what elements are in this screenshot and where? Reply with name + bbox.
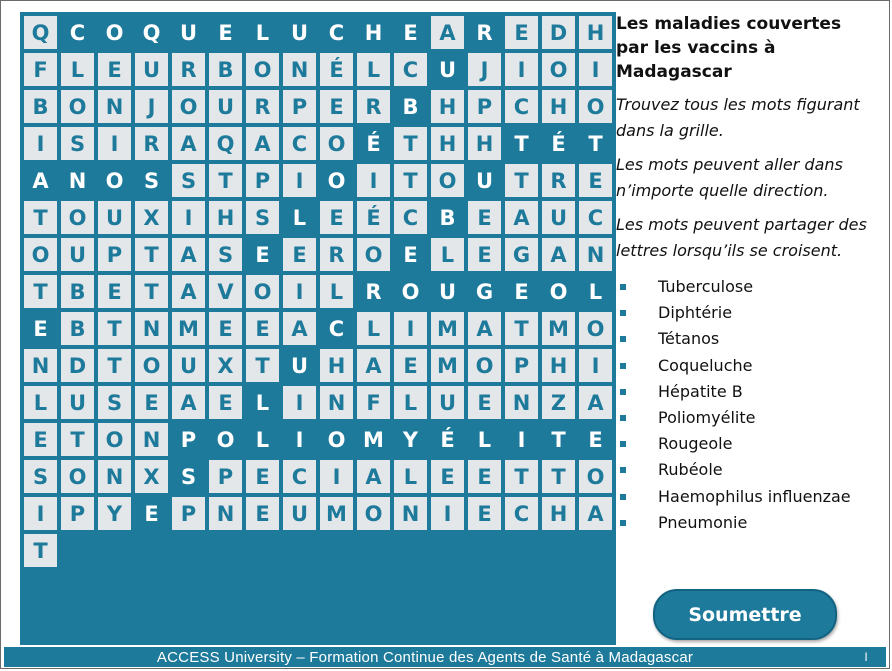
grid-cell[interactable]: M — [431, 312, 464, 345]
grid-cell[interactable]: O — [61, 90, 94, 123]
square-bullet-icon — [620, 284, 626, 290]
grid-cell[interactable]: U — [468, 164, 501, 197]
square-bullet-icon — [620, 336, 626, 342]
grid-cell[interactable]: Y — [98, 497, 131, 530]
grid-cell[interactable]: L — [246, 423, 279, 456]
word-label: Rubéole — [658, 460, 723, 480]
word-label: Rougeole — [658, 434, 733, 454]
grid-cell[interactable]: U — [542, 201, 575, 234]
word-label: Coqueluche — [658, 355, 753, 375]
grid-cell[interactable]: N — [24, 349, 57, 382]
grid-cell[interactable]: F — [24, 53, 57, 86]
footer-bar — [4, 647, 886, 667]
grid-cell[interactable]: A — [172, 238, 205, 271]
word-label: Tuberculose — [658, 277, 754, 296]
grid-cell[interactable]: L — [61, 53, 94, 86]
grid-cell[interactable]: R — [357, 90, 390, 123]
grid-cell[interactable]: E — [246, 497, 279, 530]
grid-cell[interactable]: B — [61, 312, 94, 345]
grid-cell[interactable]: Q — [135, 16, 168, 49]
grid-cell[interactable]: X — [209, 349, 242, 382]
grid-cell[interactable]: I — [283, 164, 316, 197]
grid-cell[interactable]: L — [246, 16, 279, 49]
grid-cell[interactable]: O — [468, 349, 501, 382]
grid-cell[interactable]: T — [505, 460, 538, 493]
grid-cell[interactable]: L — [431, 238, 464, 271]
grid-cell[interactable]: E — [505, 275, 538, 308]
grid-cell[interactable]: Y — [394, 423, 427, 456]
square-bullet-icon — [620, 310, 626, 316]
grid-cell[interactable]: U — [61, 386, 94, 419]
grid-cell[interactable]: É — [357, 201, 390, 234]
grid-cell[interactable]: L — [283, 201, 316, 234]
grid-cell[interactable]: S — [172, 460, 205, 493]
grid-cell[interactable]: P — [505, 349, 538, 382]
grid-cell[interactable]: E — [394, 238, 427, 271]
grid-cell[interactable]: O — [542, 275, 575, 308]
grid-cell[interactable]: N — [209, 497, 242, 530]
grid-cell[interactable]: B — [61, 275, 94, 308]
grid-cell[interactable]: O — [579, 460, 612, 493]
grid-cell[interactable]: A — [172, 386, 205, 419]
grid-cell[interactable]: O — [357, 497, 390, 530]
grid-cell[interactable]: P — [209, 460, 242, 493]
grid-cell[interactable]: O — [61, 201, 94, 234]
grid-cell[interactable]: O — [320, 423, 353, 456]
square-bullet-icon — [620, 520, 626, 526]
grid-cell[interactable]: G — [468, 275, 501, 308]
grid-cell[interactable]: C — [579, 201, 612, 234]
grid-cell[interactable]: N — [135, 423, 168, 456]
grid-cell[interactable]: É — [431, 423, 464, 456]
instruction-3: Les mots peuvent partager des lettres lorsqu’ils se croisent. — [616, 215, 867, 260]
grid-cell[interactable]: R — [172, 53, 205, 86]
grid-cell[interactable]: P — [246, 164, 279, 197]
grid-cell[interactable]: L — [579, 275, 612, 308]
grid-cell[interactable]: E — [579, 164, 612, 197]
grid-cell[interactable]: R — [135, 127, 168, 160]
grid-cell[interactable]: U — [61, 238, 94, 271]
grid-cell[interactable]: A — [357, 349, 390, 382]
grid-cell[interactable]: N — [505, 386, 538, 419]
grid-cell[interactable]: X — [135, 201, 168, 234]
grid-cell[interactable]: É — [542, 127, 575, 160]
grid-cell[interactable]: E — [135, 497, 168, 530]
grid-cell[interactable]: Q — [24, 16, 57, 49]
grid-cell[interactable]: A — [24, 164, 57, 197]
grid-cell[interactable]: A — [579, 497, 612, 530]
grid-cell[interactable]: S — [246, 201, 279, 234]
submit-button[interactable]: Soumettre — [653, 589, 837, 640]
word-label: Poliomyélite — [658, 408, 756, 428]
word-label: Tétanos — [658, 329, 720, 349]
grid-cell[interactable]: E — [394, 349, 427, 382]
grid-cell[interactable]: L — [357, 53, 390, 86]
grid-cell[interactable]: P — [98, 238, 131, 271]
grid-cell[interactable]: T — [579, 127, 612, 160]
grid-cell[interactable]: R — [542, 164, 575, 197]
grid-cell[interactable]: M — [542, 312, 575, 345]
square-bullet-icon — [620, 494, 626, 500]
grid-cell[interactable]: H — [431, 90, 464, 123]
grid-cell[interactable]: G — [505, 238, 538, 271]
grid-cell[interactable]: C — [394, 201, 427, 234]
slide-title: Les maladies couvertes par les vaccins à Madagascar — [616, 14, 842, 82]
grid-cell[interactable]: E — [579, 423, 612, 456]
grid-cell[interactable]: A — [283, 312, 316, 345]
grid-cell[interactable]: E — [98, 53, 131, 86]
grid-cell[interactable]: H — [542, 90, 575, 123]
grid-cell[interactable]: T — [394, 127, 427, 160]
square-bullet-icon — [620, 467, 626, 473]
grid-cell[interactable]: H — [468, 127, 501, 160]
grid-cell[interactable]: E — [468, 386, 501, 419]
grid-cell[interactable]: M — [172, 312, 205, 345]
grid-cell[interactable]: O — [172, 90, 205, 123]
grid-cell[interactable]: N — [394, 497, 427, 530]
grid-cell[interactable]: P — [172, 423, 205, 456]
grid-cell[interactable]: T — [542, 423, 575, 456]
grid-cell[interactable]: N — [320, 386, 353, 419]
grid-cell[interactable]: I — [579, 349, 612, 382]
grid-cell[interactable]: A — [468, 312, 501, 345]
word-list-item — [616, 379, 878, 405]
grid-cell[interactable]: U — [431, 275, 464, 308]
grid-cell[interactable]: I — [24, 127, 57, 160]
grid-cell[interactable]: T — [98, 312, 131, 345]
grid-cell[interactable]: U — [135, 53, 168, 86]
grid-cell[interactable]: X — [135, 460, 168, 493]
grid-cell[interactable]: I — [431, 497, 464, 530]
instruction-1: Trouvez tous les mots figurant dans la grille. — [616, 95, 860, 140]
grid-cell[interactable]: E — [468, 201, 501, 234]
grid-cell[interactable]: H — [579, 16, 612, 49]
grid-cell[interactable]: P — [283, 90, 316, 123]
word-list-item — [616, 326, 878, 352]
grid-cell[interactable]: E — [135, 386, 168, 419]
grid-cell[interactable]: B — [24, 90, 57, 123]
grid-cell[interactable]: H — [320, 349, 353, 382]
grid-cell[interactable]: L — [468, 423, 501, 456]
grid-cell[interactable]: C — [320, 312, 353, 345]
grid-cell[interactable]: C — [283, 127, 316, 160]
grid-cell[interactable]: E — [209, 386, 242, 419]
grid-cell[interactable]: O — [579, 312, 612, 345]
grid-cell[interactable]: I — [283, 386, 316, 419]
grid-cell[interactable]: I — [505, 53, 538, 86]
square-bullet-icon — [620, 441, 626, 447]
word-list-item — [616, 405, 878, 431]
grid-cell[interactable]: R — [320, 238, 353, 271]
grid-cell[interactable]: N — [98, 90, 131, 123]
word-label: Hépatite B — [658, 381, 743, 401]
grid-cell[interactable]: H — [542, 497, 575, 530]
grid-cell[interactable]: O — [24, 238, 57, 271]
word-label: Pneumonie — [658, 512, 748, 532]
grid-cell[interactable]: T — [98, 349, 131, 382]
grid-cell[interactable]: M — [431, 349, 464, 382]
grid-cell[interactable]: C — [283, 460, 316, 493]
grid-cell[interactable]: I — [579, 53, 612, 86]
grid-cell[interactable]: T — [24, 201, 57, 234]
grid-cell[interactable]: C — [505, 90, 538, 123]
grid-cell[interactable]: B — [431, 201, 464, 234]
grid-cell[interactable]: C — [505, 497, 538, 530]
word-list-item — [616, 300, 878, 326]
grid-cell[interactable]: I — [283, 423, 316, 456]
grid-cell[interactable]: T — [505, 127, 538, 160]
grid-cell[interactable]: E — [320, 90, 353, 123]
grid-cell[interactable]: U — [209, 90, 242, 123]
grid-cell[interactable]: N — [283, 53, 316, 86]
grid-cell[interactable]: O — [320, 127, 353, 160]
grid-cell[interactable]: T — [394, 164, 427, 197]
grid-cell[interactable]: A — [431, 16, 464, 49]
grid-cell[interactable]: Z — [542, 386, 575, 419]
grid-cell[interactable]: H — [542, 349, 575, 382]
grid-cell[interactable]: H — [431, 127, 464, 160]
grid-cell[interactable]: J — [468, 53, 501, 86]
grid-cell[interactable]: V — [209, 275, 242, 308]
grid-cell[interactable]: L — [320, 275, 353, 308]
grid-cell[interactable]: E — [246, 460, 279, 493]
grid-cell[interactable]: O — [579, 90, 612, 123]
grid-cell[interactable]: T — [24, 275, 57, 308]
grid-cell[interactable]: L — [246, 386, 279, 419]
grid-cell[interactable]: L — [394, 460, 427, 493]
grid-cell[interactable]: E — [468, 497, 501, 530]
grid-cell[interactable]: R — [246, 90, 279, 123]
grid-cell[interactable]: O — [357, 238, 390, 271]
grid-cell[interactable]: S — [135, 164, 168, 197]
grid-cell[interactable]: H — [357, 16, 390, 49]
grid-cell[interactable]: O — [98, 423, 131, 456]
grid-cell[interactable]: E — [468, 238, 501, 271]
grid-cell[interactable]: P — [61, 497, 94, 530]
grid-cell[interactable]: E — [24, 312, 57, 345]
grid-cell[interactable]: O — [542, 53, 575, 86]
grid-cell[interactable]: M — [320, 497, 353, 530]
grid-cell[interactable]: U — [172, 349, 205, 382]
grid-cell[interactable]: E — [283, 238, 316, 271]
grid-cell[interactable]: A — [542, 238, 575, 271]
grid-cell[interactable]: R — [357, 275, 390, 308]
grid-cell[interactable]: C — [394, 53, 427, 86]
word-list-item — [616, 484, 878, 510]
grid-cell[interactable]: B — [394, 90, 427, 123]
grid-cell[interactable]: A — [505, 201, 538, 234]
grid-cell[interactable]: T — [24, 534, 57, 567]
grid-cell[interactable]: L — [357, 312, 390, 345]
grid-cell[interactable]: O — [320, 164, 353, 197]
footer-title: ACCESS University – Formation Continue des Agents de Santé à Madagascar — [156, 648, 694, 666]
grid-cell[interactable]: I — [24, 497, 57, 530]
grid-cell[interactable]: T — [135, 275, 168, 308]
grid-cell[interactable]: C — [61, 16, 94, 49]
grid-cell[interactable]: N — [98, 460, 131, 493]
word-list-item — [616, 274, 878, 300]
grid-cell[interactable]: E — [394, 16, 427, 49]
grid-cell[interactable]: U — [283, 349, 316, 382]
grid-cell[interactable]: E — [246, 312, 279, 345]
grid-cell[interactable]: I — [283, 275, 316, 308]
grid-cell[interactable]: I — [357, 164, 390, 197]
grid-cell[interactable]: O — [246, 275, 279, 308]
grid-cell[interactable]: I — [505, 423, 538, 456]
grid-cell[interactable]: S — [98, 386, 131, 419]
grid-cell[interactable]: Q — [209, 127, 242, 160]
grid-cell[interactable]: N — [135, 312, 168, 345]
grid-cell[interactable]: S — [24, 460, 57, 493]
grid-cell[interactable]: M — [357, 423, 390, 456]
word-label: Diphtérie — [658, 303, 733, 323]
grid-cell[interactable]: E — [431, 460, 464, 493]
grid-cell[interactable]: E — [468, 460, 501, 493]
word-list-item — [616, 510, 878, 536]
grid-cell[interactable]: T — [246, 349, 279, 382]
grid-cell[interactable]: E — [98, 275, 131, 308]
grid-cell[interactable]: S — [209, 238, 242, 271]
grid-cell[interactable]: É — [357, 127, 390, 160]
grid-cell[interactable]: D — [61, 349, 94, 382]
grid-cell[interactable]: U — [172, 16, 205, 49]
grid-cell[interactable]: O — [431, 164, 464, 197]
grid-cell[interactable]: T — [61, 423, 94, 456]
grid-cell[interactable]: L — [24, 386, 57, 419]
grid-cell[interactable]: S — [61, 127, 94, 160]
grid-cell[interactable]: E — [209, 312, 242, 345]
grid-cell[interactable]: O — [394, 275, 427, 308]
grid-cell[interactable]: F — [357, 386, 390, 419]
grid-cell[interactable]: B — [209, 53, 242, 86]
grid-cell[interactable]: J — [135, 90, 168, 123]
grid-cell[interactable]: S — [172, 164, 205, 197]
grid-cell[interactable]: D — [542, 16, 575, 49]
grid-cell[interactable]: N — [61, 164, 94, 197]
grid-cell[interactable]: E — [24, 423, 57, 456]
grid-cell[interactable]: T — [505, 312, 538, 345]
grid-cell[interactable]: O — [61, 460, 94, 493]
grid-cell[interactable]: A — [172, 275, 205, 308]
grid-cell[interactable]: O — [246, 53, 279, 86]
grid-cell[interactable]: U — [283, 497, 316, 530]
square-bullet-icon — [620, 389, 626, 395]
grid-cell[interactable]: O — [98, 164, 131, 197]
instructions-panel — [616, 12, 878, 536]
grid-cell[interactable]: P — [468, 90, 501, 123]
grid-cell[interactable]: I — [172, 201, 205, 234]
page-number: I — [864, 650, 868, 664]
grid-cell[interactable]: T — [135, 238, 168, 271]
grid-cell[interactable]: N — [579, 238, 612, 271]
grid-cell[interactable]: E — [505, 16, 538, 49]
word-list-item — [616, 457, 878, 483]
grid-cell[interactable]: A — [579, 386, 612, 419]
grid-cell[interactable]: A — [357, 460, 390, 493]
grid-cell[interactable]: U — [98, 201, 131, 234]
grid-cell[interactable]: U — [431, 53, 464, 86]
grid-cell[interactable]: E — [246, 238, 279, 271]
grid-cell[interactable]: O — [98, 16, 131, 49]
grid-cell[interactable]: T — [505, 164, 538, 197]
word-list-item — [616, 353, 878, 379]
grid-cell[interactable]: I — [98, 127, 131, 160]
grid-cell[interactable]: E — [320, 201, 353, 234]
grid-cell[interactable]: I — [394, 312, 427, 345]
grid-cell[interactable]: O — [135, 349, 168, 382]
grid-cell[interactable]: É — [320, 53, 353, 86]
grid-cell[interactable]: L — [394, 386, 427, 419]
square-bullet-icon — [620, 415, 626, 421]
word-list-item — [616, 431, 878, 457]
grid-cell[interactable]: R — [468, 16, 501, 49]
square-bullet-icon — [620, 363, 626, 369]
grid-cell[interactable]: H — [209, 201, 242, 234]
grid-cell[interactable]: A — [172, 127, 205, 160]
word-label: Haemophilus influenzae — [658, 486, 851, 506]
grid-cell[interactable]: P — [172, 497, 205, 530]
grid-cell[interactable]: U — [431, 386, 464, 419]
word-search-grid — [20, 12, 616, 645]
grid-cell[interactable]: O — [209, 423, 242, 456]
grid-cell[interactable]: U — [283, 16, 316, 49]
grid-cell[interactable]: T — [542, 460, 575, 493]
instruction-2: Les mots peuvent aller dans n’importe quelle direction. — [616, 155, 843, 200]
word-list — [616, 274, 878, 536]
grid-cell[interactable]: E — [209, 16, 242, 49]
grid-cell[interactable]: I — [320, 460, 353, 493]
grid-cell[interactable]: C — [320, 16, 353, 49]
grid-cell[interactable]: A — [246, 127, 279, 160]
grid-cell[interactable]: T — [209, 164, 242, 197]
